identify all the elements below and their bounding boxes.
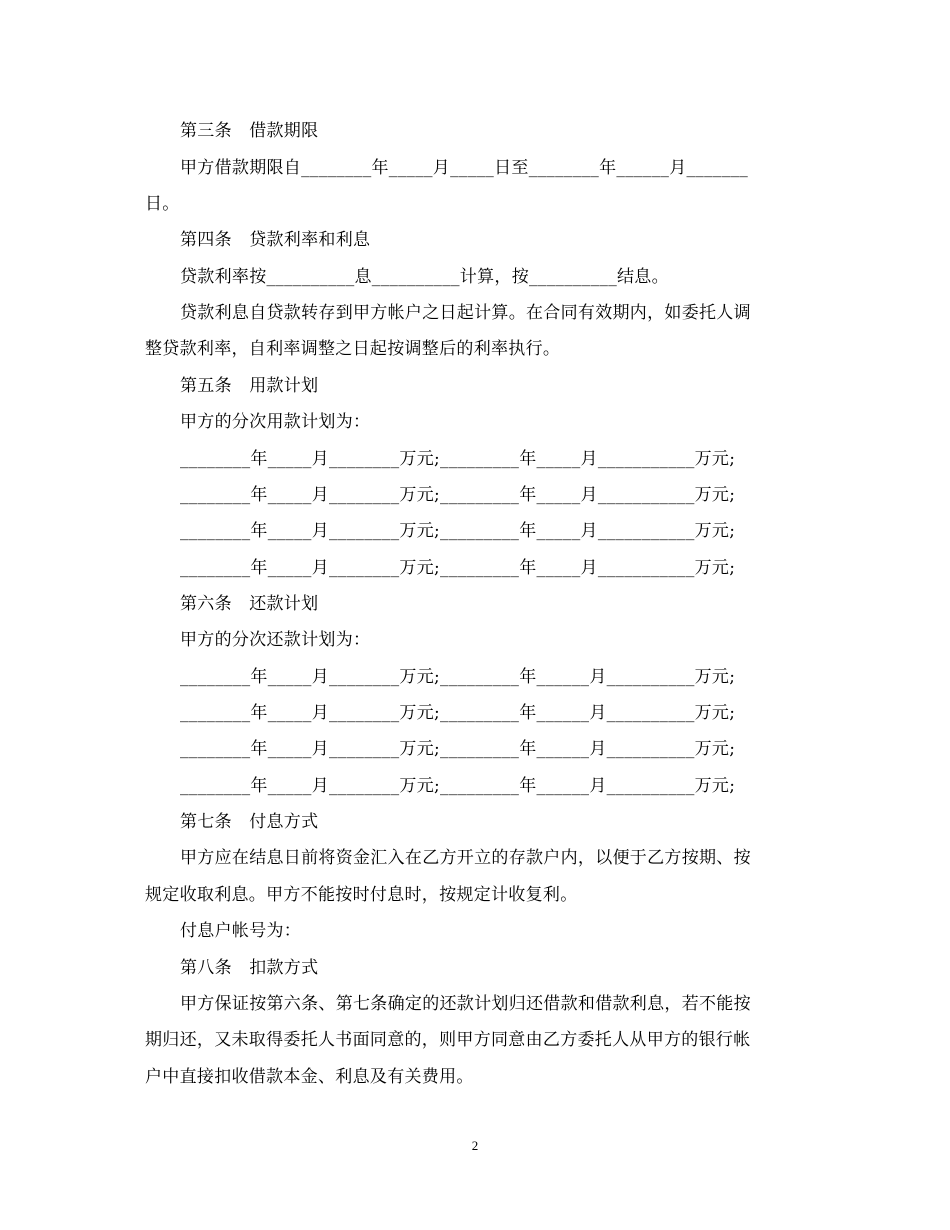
article-4-heading: 第四条 贷款利率和利息 [180,230,371,250]
article-7-heading: 第七条 付息方式 [180,812,319,832]
article-7-text-cont: 规定收取利息。甲方不能按时付息时，按规定计收复利。 [145,885,578,905]
article-4-rate: 贷款利率按__________息__________计算，按__________结息。 [180,267,669,287]
article-4-text: 贷款利息自贷款转存到甲方帐户之日起计算。在合同有效期内，如委托人调 [180,303,751,323]
article-3-text-cont: 日。 [145,194,180,214]
drawdown-plan-row: ________年_____月________万元;_________年_____月___________万元; [180,485,736,505]
repayment-plan-row: ________年_____月________万元;_________年______月__________万元; [180,739,736,759]
interest-account-label: 付息户帐号为： [180,921,302,941]
repayment-plan-row: ________年_____月________万元;_________年______月__________万元; [180,703,736,723]
drawdown-plan-row: ________年_____月________万元;_________年_____月___________万元; [180,521,736,541]
article-8-text-cont: 期归还，又未取得委托人书面同意的，则甲方同意由乙方委托人从甲方的银行帐 [145,1030,751,1050]
article-8-text: 甲方保证按第六条、第七条确定的还款计划归还借款和借款利息，若不能按 [180,994,751,1014]
repayment-plan-row: ________年_____月________万元;_________年______月__________万元; [180,776,736,796]
article-5-heading: 第五条 用款计划 [180,376,319,396]
article-8-heading: 第八条 扣款方式 [180,958,319,978]
article-7-text: 甲方应在结息日前将资金汇入在乙方开立的存款户内，以便于乙方按期、按 [180,848,751,868]
repayment-plan-row: ________年_____月________万元;_________年______月__________万元; [180,667,736,687]
page-number: 2 [471,1138,479,1153]
article-8-text-cont: 户中直接扣收借款本金、利息及有关费用。 [145,1067,474,1087]
article-6-intro: 甲方的分次还款计划为： [180,630,371,650]
article-3-text: 甲方借款期限自________年_____月_____日至________年______月_______ [180,158,749,178]
drawdown-plan-row: ________年_____月________万元;_________年_____月___________万元; [180,449,736,469]
article-3-heading: 第三条 借款期限 [180,121,319,141]
article-4-text-cont: 整贷款利率，自利率调整之日起按调整后的利率执行。 [145,339,561,359]
drawdown-plan-row: ________年_____月________万元;_________年_____月___________万元; [180,558,736,578]
article-6-heading: 第六条 还款计划 [180,594,319,614]
article-5-intro: 甲方的分次用款计划为： [180,412,371,432]
